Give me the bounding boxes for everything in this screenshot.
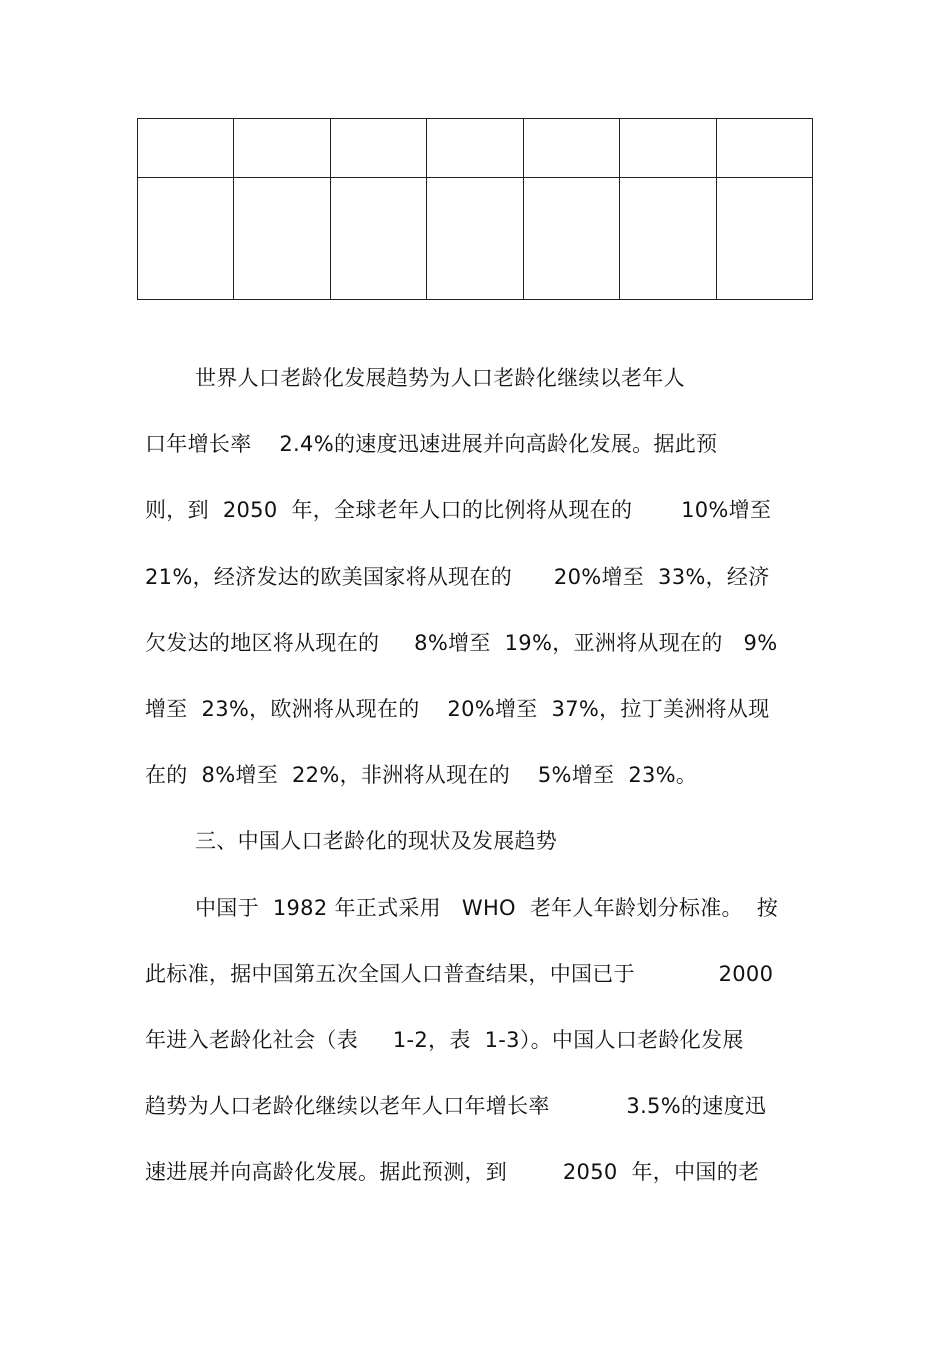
paragraph-line: 21%，经济发达的欧美国家将从现在的 20%增至 33%，经济 [145, 565, 770, 589]
table-cell [523, 119, 619, 178]
table-cell [330, 178, 426, 300]
table-row [138, 119, 813, 178]
paragraph-line: 口年增长率 2.4%的速度迅速进展并向高龄化发展。据此预 [145, 432, 718, 456]
table-cell [620, 119, 716, 178]
table-cell [620, 178, 716, 300]
table-cell [427, 178, 523, 300]
paragraph-line: 此标准，据中国第五次全国人口普查结果，中国已于 2000 [145, 962, 774, 986]
paragraph-line: 则，到 2050 年，全球老年人口的比例将从现在的 10%增至 [145, 498, 772, 522]
section-heading: 三、中国人口老龄化的现状及发展趋势 [195, 829, 558, 853]
table-cell [523, 178, 619, 300]
paragraph-line: 在的 8%增至 22%，非洲将从现在的 5%增至 23%。 [145, 763, 698, 787]
empty-table [137, 118, 813, 300]
table-cell [330, 119, 426, 178]
table-cell [234, 119, 330, 178]
paragraph-line: 中国于 1982 年正式采用 WHO 老年人年龄划分标准。 按 [195, 896, 779, 920]
paragraph-line: 速进展并向高龄化发展。据此预测，到 2050 年，中国的老 [145, 1160, 760, 1184]
paragraph-line: 世界人口老龄化发展趋势为人口老龄化继续以老年人 [195, 366, 685, 390]
paragraph-line: 增至 23%，欧洲将从现在的 20%增至 37%，拉丁美洲将从现 [145, 697, 770, 721]
table-cell [716, 178, 812, 300]
table-cell [427, 119, 523, 178]
paragraph-line: 欠发达的地区将从现在的 8%增至 19%，亚洲将从现在的 9% [145, 631, 778, 655]
table-cell [138, 119, 234, 178]
table-cell [138, 178, 234, 300]
paragraph-line: 趋势为人口老龄化继续以老年人口年增长率 3.5%的速度迅 [145, 1094, 767, 1118]
table-row [138, 178, 813, 300]
table-cell [234, 178, 330, 300]
paragraph-line: 年进入老龄化社会（表 1-2，表 1-3）。中国人口老龄化发展 [145, 1028, 744, 1052]
table-cell [716, 119, 812, 178]
